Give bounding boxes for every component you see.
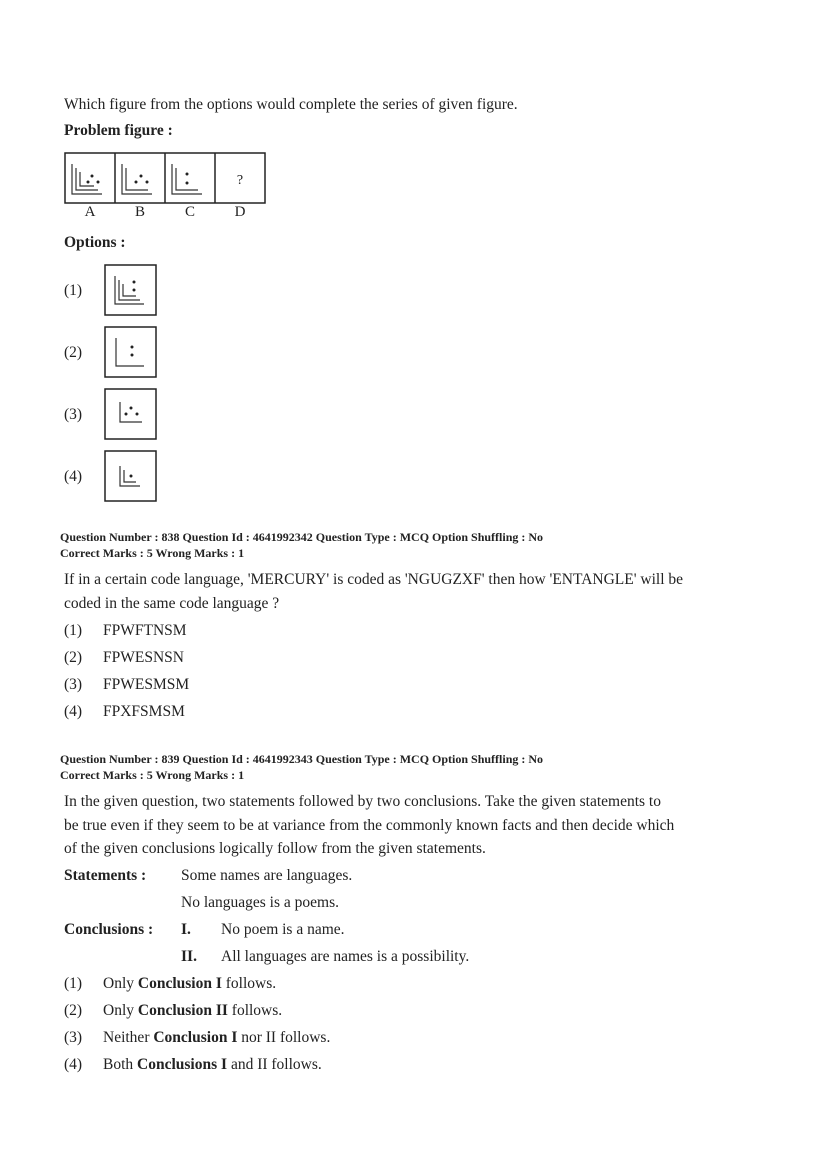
- q839-marks: Correct Marks : 5 Wrong Marks : 1: [60, 768, 245, 782]
- option-number: (4): [64, 703, 83, 720]
- option-number: (4): [64, 468, 83, 485]
- figure-label-b: B: [134, 204, 145, 220]
- q838-question-line2: coded in the same code language ?: [64, 595, 280, 612]
- option-number: (4): [64, 1056, 83, 1073]
- conclusion-2-number: II.: [181, 948, 197, 965]
- option-number: (2): [64, 344, 83, 361]
- option-text-pre: Neither: [103, 1029, 154, 1046]
- option-text-bold: Conclusions I: [137, 1056, 228, 1073]
- option-figure-4[interactable]: [104, 450, 157, 502]
- option-number: (1): [64, 975, 83, 992]
- option-text-bold: Conclusion I: [137, 975, 222, 992]
- q838-question-line1: If in a certain code language, 'MERCURY' is coded as 'NGUGZXF' then how 'ENTANGLE' will be: [64, 571, 684, 588]
- option-number: (3): [64, 676, 83, 693]
- q838-meta: Question Number : 838 Question Id : 4641992342 Question Type : MCQ Option Shuffling : No: [60, 530, 544, 544]
- q839-meta: Question Number : 839 Question Id : 4641992343 Question Type : MCQ Option Shuffling : No: [60, 752, 544, 766]
- figure-label-a: A: [84, 204, 96, 220]
- figure-label-c: C: [184, 204, 195, 220]
- option-text-pre: Both: [103, 1056, 138, 1073]
- conclusion-1-number: I.: [181, 921, 191, 938]
- option-text-bold: Conclusion I: [153, 1029, 238, 1046]
- option-text-pre: Only: [103, 1002, 138, 1019]
- q838-marks: Correct Marks : 5 Wrong Marks : 1: [60, 546, 245, 560]
- option-number: (1): [64, 282, 83, 299]
- option-figure-3[interactable]: [104, 388, 157, 440]
- option-text[interactable]: FPXFSMSM: [103, 703, 185, 720]
- option-text-post: follows.: [227, 1002, 283, 1019]
- q837-question: Which figure from the options would complete the series of given figure.: [64, 96, 518, 113]
- problem-figure-label: Problem figure :: [64, 122, 173, 139]
- conclusions-label: Conclusions :: [64, 921, 154, 938]
- option-text-post: follows.: [221, 975, 277, 992]
- option-text-bold: Conclusion II: [137, 1002, 228, 1019]
- option-figure-1[interactable]: [104, 264, 157, 316]
- statement-1: Some names are languages.: [181, 867, 353, 884]
- problem-figure: [64, 152, 268, 204]
- option-number: (1): [64, 622, 83, 639]
- option-text[interactable]: [103, 1002, 282, 1020]
- figure-label-d: D: [234, 204, 246, 220]
- option-number: (2): [64, 1002, 83, 1019]
- option-text[interactable]: FPWFTNSM: [103, 622, 187, 639]
- option-text[interactable]: [103, 1029, 330, 1047]
- option-text[interactable]: [103, 975, 276, 993]
- unknown-figure-mark: ?: [236, 173, 244, 188]
- statements-label: Statements :: [64, 867, 147, 884]
- option-text-pre: Only: [103, 975, 138, 992]
- conclusion-1: No poem is a name.: [221, 921, 345, 938]
- q839-question-line2: be true even if they seem to be at variance from the commonly known facts and then decide which: [64, 817, 675, 834]
- option-number: (3): [64, 406, 83, 423]
- option-text-post: and II follows.: [227, 1056, 322, 1073]
- option-text[interactable]: FPWESNSN: [103, 649, 184, 666]
- option-number: (2): [64, 649, 83, 666]
- q839-question-line1: In the given question, two statements followed by two conclusions. Take the given statements to: [64, 793, 661, 810]
- option-text[interactable]: FPWESMSM: [103, 676, 190, 693]
- option-figure-2[interactable]: [104, 326, 157, 378]
- options-label: Options :: [64, 234, 126, 251]
- option-text[interactable]: [103, 1056, 322, 1074]
- q839-question-line3: of the given conclusions logically follow from the given statements.: [64, 840, 486, 857]
- conclusion-2: All languages are names is a possibility.: [221, 948, 470, 965]
- option-number: (3): [64, 1029, 83, 1046]
- option-text-post: nor II follows.: [237, 1029, 331, 1046]
- statement-2: No languages is a poems.: [181, 894, 339, 911]
